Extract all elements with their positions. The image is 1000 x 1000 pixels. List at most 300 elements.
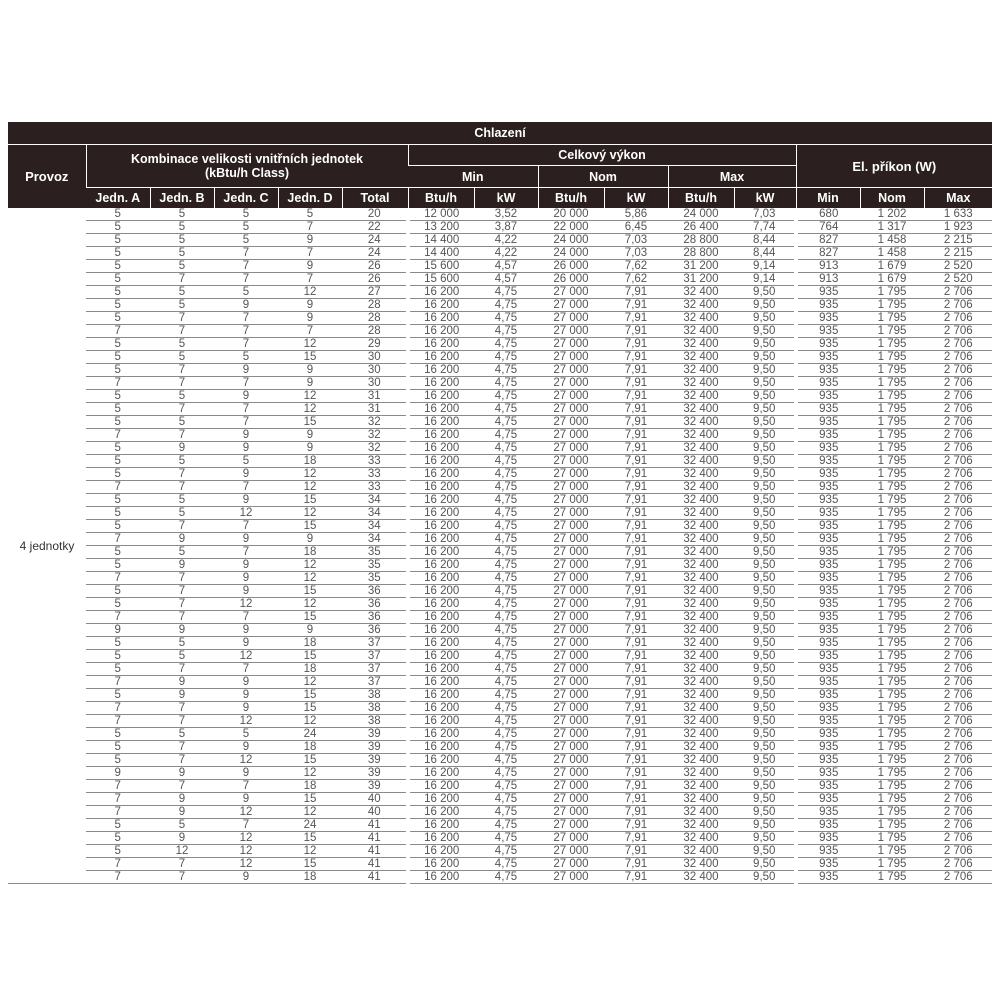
- cell-unit-b: 7: [150, 325, 214, 338]
- cell-min-kw: 4,75: [474, 728, 538, 741]
- power-header: El. příkon (W): [796, 145, 992, 188]
- cell-nom-btu: 27 000: [538, 286, 604, 299]
- cell-total: 35: [342, 572, 408, 585]
- cell-power-min: 935: [796, 312, 860, 325]
- cell-unit-a: 5: [86, 247, 150, 260]
- cell-nom-kw: 7,91: [604, 403, 668, 416]
- cell-nom-kw: 7,91: [604, 728, 668, 741]
- cell-unit-b: 9: [150, 559, 214, 572]
- cell-unit-a: 7: [86, 780, 150, 793]
- cell-nom-btu: 27 000: [538, 546, 604, 559]
- table-row: [8, 559, 992, 572]
- cell-min-btu: 16 200: [408, 507, 474, 520]
- cell-min-btu: 16 200: [408, 832, 474, 845]
- combination-header: [86, 145, 408, 188]
- cell-total: 26: [342, 273, 408, 286]
- cell-max-btu: 32 400: [668, 650, 734, 663]
- cell-unit-d: 12: [278, 767, 342, 780]
- cell-unit-d: 9: [278, 364, 342, 377]
- cell-power-min: 935: [796, 650, 860, 663]
- table-row: [8, 377, 992, 390]
- cell-min-btu: 16 200: [408, 520, 474, 533]
- cell-power-min: 935: [796, 429, 860, 442]
- cell-total: 33: [342, 481, 408, 494]
- cell-min-kw: 4,75: [474, 741, 538, 754]
- cell-max-btu: 32 400: [668, 533, 734, 546]
- cell-max-btu: 32 400: [668, 767, 734, 780]
- cell-power-max: 2 706: [924, 494, 992, 507]
- cell-nom-btu: 27 000: [538, 676, 604, 689]
- cell-unit-a: 5: [86, 546, 150, 559]
- cell-total: 37: [342, 676, 408, 689]
- cell-power-min: 935: [796, 520, 860, 533]
- cell-power-nom: 1 795: [860, 533, 924, 546]
- cell-power-nom: 1 795: [860, 455, 924, 468]
- cell-max-kw: 9,50: [734, 559, 796, 572]
- cell-power-min: 935: [796, 403, 860, 416]
- cell-total: 32: [342, 429, 408, 442]
- table-row: [8, 338, 992, 351]
- cell-max-btu: 32 400: [668, 611, 734, 624]
- cell-unit-d: 12: [278, 403, 342, 416]
- cell-unit-c: 9: [214, 585, 278, 598]
- cell-unit-a: 5: [86, 559, 150, 572]
- cell-total: 41: [342, 832, 408, 845]
- cell-max-btu: 32 400: [668, 689, 734, 702]
- column-header-max-kw: kW: [734, 188, 796, 209]
- cell-min-kw: 4,75: [474, 845, 538, 858]
- cell-unit-a: 5: [86, 468, 150, 481]
- cell-total: 35: [342, 559, 408, 572]
- table-row: [8, 585, 992, 598]
- column-header-unit-c: Jedn. C: [214, 188, 278, 209]
- cell-total: 38: [342, 689, 408, 702]
- cell-unit-d: 15: [278, 754, 342, 767]
- cell-unit-a: 5: [86, 455, 150, 468]
- cooling-spec-sheet: [8, 122, 992, 884]
- cell-min-kw: 4,75: [474, 429, 538, 442]
- cell-unit-d: 9: [278, 234, 342, 247]
- cell-nom-kw: 7,91: [604, 715, 668, 728]
- cell-total: 26: [342, 260, 408, 273]
- cell-power-nom: 1 795: [860, 871, 924, 884]
- cell-max-kw: 9,50: [734, 806, 796, 819]
- cell-max-kw: 9,50: [734, 793, 796, 806]
- cell-unit-c: 9: [214, 624, 278, 637]
- cell-min-btu: 16 200: [408, 806, 474, 819]
- table-row: [8, 611, 992, 624]
- cell-unit-c: 7: [214, 780, 278, 793]
- cell-min-kw: 4,75: [474, 598, 538, 611]
- cell-max-kw: 9,50: [734, 676, 796, 689]
- cell-nom-btu: 27 000: [538, 663, 604, 676]
- cell-power-min: 935: [796, 793, 860, 806]
- cell-unit-b: 9: [150, 533, 214, 546]
- cell-total: 34: [342, 494, 408, 507]
- table-row: [8, 637, 992, 650]
- table-row: [8, 273, 992, 286]
- cell-nom-kw: 7,91: [604, 351, 668, 364]
- table-row: [8, 468, 992, 481]
- cell-min-btu: 16 200: [408, 572, 474, 585]
- cell-power-nom: 1 795: [860, 741, 924, 754]
- cell-max-btu: 32 400: [668, 351, 734, 364]
- cell-unit-c: 7: [214, 403, 278, 416]
- cell-unit-c: 5: [214, 351, 278, 364]
- cell-unit-d: 12: [278, 715, 342, 728]
- cell-unit-d: 15: [278, 689, 342, 702]
- cell-power-min: 913: [796, 273, 860, 286]
- cell-total: 30: [342, 364, 408, 377]
- cell-min-kw: 3,87: [474, 221, 538, 234]
- cell-nom-kw: 7,91: [604, 650, 668, 663]
- cell-min-btu: 14 400: [408, 234, 474, 247]
- cell-unit-c: 9: [214, 390, 278, 403]
- cell-min-btu: 16 200: [408, 429, 474, 442]
- cell-unit-b: 7: [150, 871, 214, 884]
- cell-max-btu: 32 400: [668, 754, 734, 767]
- cell-unit-a: 7: [86, 533, 150, 546]
- cell-nom-btu: 27 000: [538, 624, 604, 637]
- table-row: [8, 286, 992, 299]
- cell-total: 39: [342, 754, 408, 767]
- cell-min-btu: 16 200: [408, 494, 474, 507]
- table-row: [8, 806, 992, 819]
- cell-power-min: 935: [796, 299, 860, 312]
- cell-max-btu: 32 400: [668, 845, 734, 858]
- cell-min-btu: 16 200: [408, 364, 474, 377]
- cell-unit-a: 5: [86, 338, 150, 351]
- cell-unit-c: 9: [214, 702, 278, 715]
- cell-unit-b: 5: [150, 247, 214, 260]
- cell-total: 33: [342, 455, 408, 468]
- cell-unit-b: 9: [150, 442, 214, 455]
- cell-max-btu: 32 400: [668, 520, 734, 533]
- column-header-unit-a: Jedn. A: [86, 188, 150, 209]
- cell-max-btu: 32 400: [668, 338, 734, 351]
- cell-nom-kw: 7,91: [604, 533, 668, 546]
- table-row: [8, 754, 992, 767]
- cell-nom-kw: 7,91: [604, 429, 668, 442]
- cell-min-btu: 16 200: [408, 585, 474, 598]
- cell-nom-kw: 7,91: [604, 871, 668, 884]
- cell-power-min: 935: [796, 572, 860, 585]
- cell-unit-d: 12: [278, 559, 342, 572]
- cell-min-kw: 4,75: [474, 832, 538, 845]
- column-header-nom-btu: Btu/h: [538, 188, 604, 209]
- cell-unit-b: 9: [150, 767, 214, 780]
- cell-unit-a: 5: [86, 507, 150, 520]
- table-row: [8, 624, 992, 637]
- cell-unit-a: 5: [86, 741, 150, 754]
- cell-max-btu: 32 400: [668, 624, 734, 637]
- cell-max-btu: 32 400: [668, 832, 734, 845]
- cell-power-nom: 1 795: [860, 572, 924, 585]
- cell-power-nom: 1 795: [860, 611, 924, 624]
- cell-unit-d: 12: [278, 338, 342, 351]
- cell-power-nom: 1 795: [860, 507, 924, 520]
- cell-unit-b: 7: [150, 663, 214, 676]
- cell-min-kw: 4,75: [474, 767, 538, 780]
- cell-nom-btu: 27 000: [538, 351, 604, 364]
- table-row: [8, 858, 992, 871]
- cell-power-max: 2 706: [924, 351, 992, 364]
- cell-unit-c: 5: [214, 208, 278, 221]
- cell-power-max: 2 706: [924, 611, 992, 624]
- cell-min-kw: 3,52: [474, 208, 538, 221]
- cell-min-btu: 16 200: [408, 559, 474, 572]
- cell-unit-b: 5: [150, 234, 214, 247]
- cell-power-max: 2 706: [924, 845, 992, 858]
- cell-max-kw: 9,50: [734, 325, 796, 338]
- cell-nom-kw: 7,91: [604, 585, 668, 598]
- cell-power-max: 2 706: [924, 507, 992, 520]
- cell-unit-b: 5: [150, 286, 214, 299]
- cell-unit-b: 5: [150, 299, 214, 312]
- cell-max-kw: 7,03: [734, 208, 796, 221]
- cell-max-kw: 9,50: [734, 364, 796, 377]
- cell-power-nom: 1 795: [860, 442, 924, 455]
- cell-min-kw: 4,75: [474, 871, 538, 884]
- cell-unit-c: 7: [214, 520, 278, 533]
- cell-unit-d: 9: [278, 299, 342, 312]
- cell-power-min: 935: [796, 832, 860, 845]
- cell-max-btu: 32 400: [668, 819, 734, 832]
- cell-unit-b: 5: [150, 494, 214, 507]
- cell-min-kw: 4,75: [474, 780, 538, 793]
- table-row: [8, 702, 992, 715]
- cell-nom-kw: 6,45: [604, 221, 668, 234]
- cell-nom-btu: 27 000: [538, 754, 604, 767]
- cell-power-max: 2 706: [924, 585, 992, 598]
- cell-total: 34: [342, 507, 408, 520]
- cell-min-kw: 4,75: [474, 468, 538, 481]
- cell-total: 40: [342, 793, 408, 806]
- cell-unit-d: 12: [278, 507, 342, 520]
- cell-unit-a: 5: [86, 585, 150, 598]
- cell-max-kw: 9,50: [734, 572, 796, 585]
- cell-max-kw: 9,50: [734, 481, 796, 494]
- cell-total: 28: [342, 299, 408, 312]
- cell-nom-kw: 7,91: [604, 754, 668, 767]
- cell-nom-kw: 7,91: [604, 663, 668, 676]
- cell-nom-btu: 27 000: [538, 780, 604, 793]
- cell-nom-kw: 7,91: [604, 702, 668, 715]
- cell-nom-kw: 7,03: [604, 247, 668, 260]
- cell-max-kw: 8,44: [734, 234, 796, 247]
- cell-power-nom: 1 795: [860, 416, 924, 429]
- cell-power-nom: 1 795: [860, 520, 924, 533]
- cell-unit-d: 7: [278, 221, 342, 234]
- cell-unit-c: 12: [214, 715, 278, 728]
- cell-nom-kw: 7,91: [604, 559, 668, 572]
- cell-unit-d: 12: [278, 468, 342, 481]
- cell-nom-btu: 20 000: [538, 208, 604, 221]
- cell-unit-c: 9: [214, 429, 278, 442]
- cell-nom-kw: 7,91: [604, 832, 668, 845]
- cell-unit-b: 9: [150, 624, 214, 637]
- cell-power-min: 935: [796, 325, 860, 338]
- cell-max-kw: 9,50: [734, 442, 796, 455]
- cell-nom-kw: 7,91: [604, 325, 668, 338]
- cell-min-kw: 4,75: [474, 559, 538, 572]
- cell-power-max: 2 706: [924, 429, 992, 442]
- cell-power-nom: 1 795: [860, 559, 924, 572]
- cell-power-nom: 1 795: [860, 806, 924, 819]
- table-row: [8, 299, 992, 312]
- table-row: [8, 494, 992, 507]
- cell-min-kw: 4,75: [474, 546, 538, 559]
- cell-min-kw: 4,75: [474, 507, 538, 520]
- cell-max-kw: 9,50: [734, 507, 796, 520]
- cell-unit-c: 12: [214, 507, 278, 520]
- cell-power-nom: 1 795: [860, 364, 924, 377]
- cell-power-min: 935: [796, 455, 860, 468]
- cell-max-kw: 9,50: [734, 494, 796, 507]
- cell-power-nom: 1 795: [860, 429, 924, 442]
- cell-nom-btu: 27 000: [538, 728, 604, 741]
- cell-min-kw: 4,75: [474, 689, 538, 702]
- cell-unit-b: 5: [150, 338, 214, 351]
- cell-power-max: 2 706: [924, 624, 992, 637]
- cell-power-max: 2 706: [924, 689, 992, 702]
- table-row: [8, 390, 992, 403]
- cell-unit-a: 7: [86, 325, 150, 338]
- cell-power-nom: 1 795: [860, 468, 924, 481]
- cell-unit-b: 7: [150, 312, 214, 325]
- cell-power-nom: 1 795: [860, 689, 924, 702]
- cell-power-min: 913: [796, 260, 860, 273]
- cell-nom-kw: 7,62: [604, 273, 668, 286]
- table-row: [8, 676, 992, 689]
- cell-power-max: 2 706: [924, 390, 992, 403]
- cell-min-btu: 16 200: [408, 325, 474, 338]
- cell-power-max: 2 706: [924, 299, 992, 312]
- cell-unit-a: 5: [86, 442, 150, 455]
- cell-nom-btu: 27 000: [538, 455, 604, 468]
- cell-total: 37: [342, 637, 408, 650]
- cell-power-min: 935: [796, 286, 860, 299]
- cell-max-kw: 9,50: [734, 832, 796, 845]
- cell-unit-c: 9: [214, 572, 278, 585]
- cell-max-kw: 9,50: [734, 546, 796, 559]
- cell-max-kw: 9,50: [734, 819, 796, 832]
- table-row: [8, 832, 992, 845]
- table-row: [8, 312, 992, 325]
- cell-unit-d: 15: [278, 858, 342, 871]
- cell-min-kw: 4,75: [474, 858, 538, 871]
- cell-power-max: 2 706: [924, 702, 992, 715]
- cell-min-btu: 16 200: [408, 871, 474, 884]
- cell-max-btu: 32 400: [668, 559, 734, 572]
- cell-nom-kw: 7,91: [604, 637, 668, 650]
- cell-min-kw: 4,75: [474, 611, 538, 624]
- cell-unit-b: 5: [150, 546, 214, 559]
- cell-total: 39: [342, 728, 408, 741]
- cell-unit-b: 5: [150, 650, 214, 663]
- cell-unit-b: 7: [150, 585, 214, 598]
- cell-min-btu: 14 400: [408, 247, 474, 260]
- cell-unit-c: 7: [214, 273, 278, 286]
- cell-min-kw: 4,75: [474, 377, 538, 390]
- cell-min-kw: 4,75: [474, 702, 538, 715]
- cell-unit-a: 5: [86, 234, 150, 247]
- cell-max-btu: 31 200: [668, 260, 734, 273]
- cell-power-min: 935: [796, 715, 860, 728]
- cell-total: 31: [342, 403, 408, 416]
- cell-min-btu: 16 200: [408, 624, 474, 637]
- cell-power-nom: 1 317: [860, 221, 924, 234]
- cell-max-btu: 32 400: [668, 871, 734, 884]
- cell-max-kw: 8,44: [734, 247, 796, 260]
- cell-max-kw: 9,50: [734, 624, 796, 637]
- cell-min-btu: 16 200: [408, 754, 474, 767]
- cell-unit-a: 5: [86, 273, 150, 286]
- cell-unit-d: 12: [278, 481, 342, 494]
- cell-nom-kw: 7,91: [604, 689, 668, 702]
- cell-power-min: 935: [796, 741, 860, 754]
- cell-max-kw: 9,50: [734, 637, 796, 650]
- cell-unit-a: 7: [86, 377, 150, 390]
- cell-min-btu: 16 200: [408, 598, 474, 611]
- cell-unit-a: 5: [86, 845, 150, 858]
- cell-power-max: 1 923: [924, 221, 992, 234]
- column-header-row: [8, 188, 992, 209]
- column-header-total: Total: [342, 188, 408, 209]
- cell-unit-c: 7: [214, 247, 278, 260]
- cell-power-min: 935: [796, 767, 860, 780]
- cell-unit-a: 7: [86, 806, 150, 819]
- cell-unit-a: 7: [86, 793, 150, 806]
- cell-min-kw: 4,75: [474, 754, 538, 767]
- cell-min-kw: 4,75: [474, 520, 538, 533]
- cell-power-nom: 1 795: [860, 598, 924, 611]
- cell-unit-b: 5: [150, 637, 214, 650]
- cell-max-kw: 9,50: [734, 390, 796, 403]
- cell-unit-c: 9: [214, 442, 278, 455]
- cell-min-kw: 4,75: [474, 533, 538, 546]
- cell-power-min: 935: [796, 585, 860, 598]
- cell-max-kw: 9,50: [734, 598, 796, 611]
- cell-unit-d: 7: [278, 273, 342, 286]
- cell-min-kw: 4,57: [474, 273, 538, 286]
- cell-min-btu: 16 200: [408, 663, 474, 676]
- cell-nom-btu: 27 000: [538, 429, 604, 442]
- cell-unit-c: 9: [214, 494, 278, 507]
- cell-min-kw: 4,75: [474, 403, 538, 416]
- cell-min-kw: 4,75: [474, 325, 538, 338]
- cell-power-nom: 1 795: [860, 793, 924, 806]
- cell-total: 33: [342, 468, 408, 481]
- cell-unit-b: 12: [150, 845, 214, 858]
- cell-unit-d: 15: [278, 832, 342, 845]
- cell-nom-kw: 7,91: [604, 806, 668, 819]
- cell-unit-c: 5: [214, 728, 278, 741]
- cell-max-kw: 9,50: [734, 767, 796, 780]
- cell-total: 24: [342, 234, 408, 247]
- cell-total: 22: [342, 221, 408, 234]
- cell-power-max: 2 706: [924, 338, 992, 351]
- cell-power-min: 935: [796, 728, 860, 741]
- cell-min-btu: 13 200: [408, 221, 474, 234]
- cell-power-nom: 1 795: [860, 845, 924, 858]
- table-row: [8, 767, 992, 780]
- cell-min-kw: 4,75: [474, 494, 538, 507]
- cell-unit-a: 7: [86, 676, 150, 689]
- cell-nom-btu: 27 000: [538, 806, 604, 819]
- cell-unit-c: 7: [214, 663, 278, 676]
- cell-min-kw: 4,75: [474, 650, 538, 663]
